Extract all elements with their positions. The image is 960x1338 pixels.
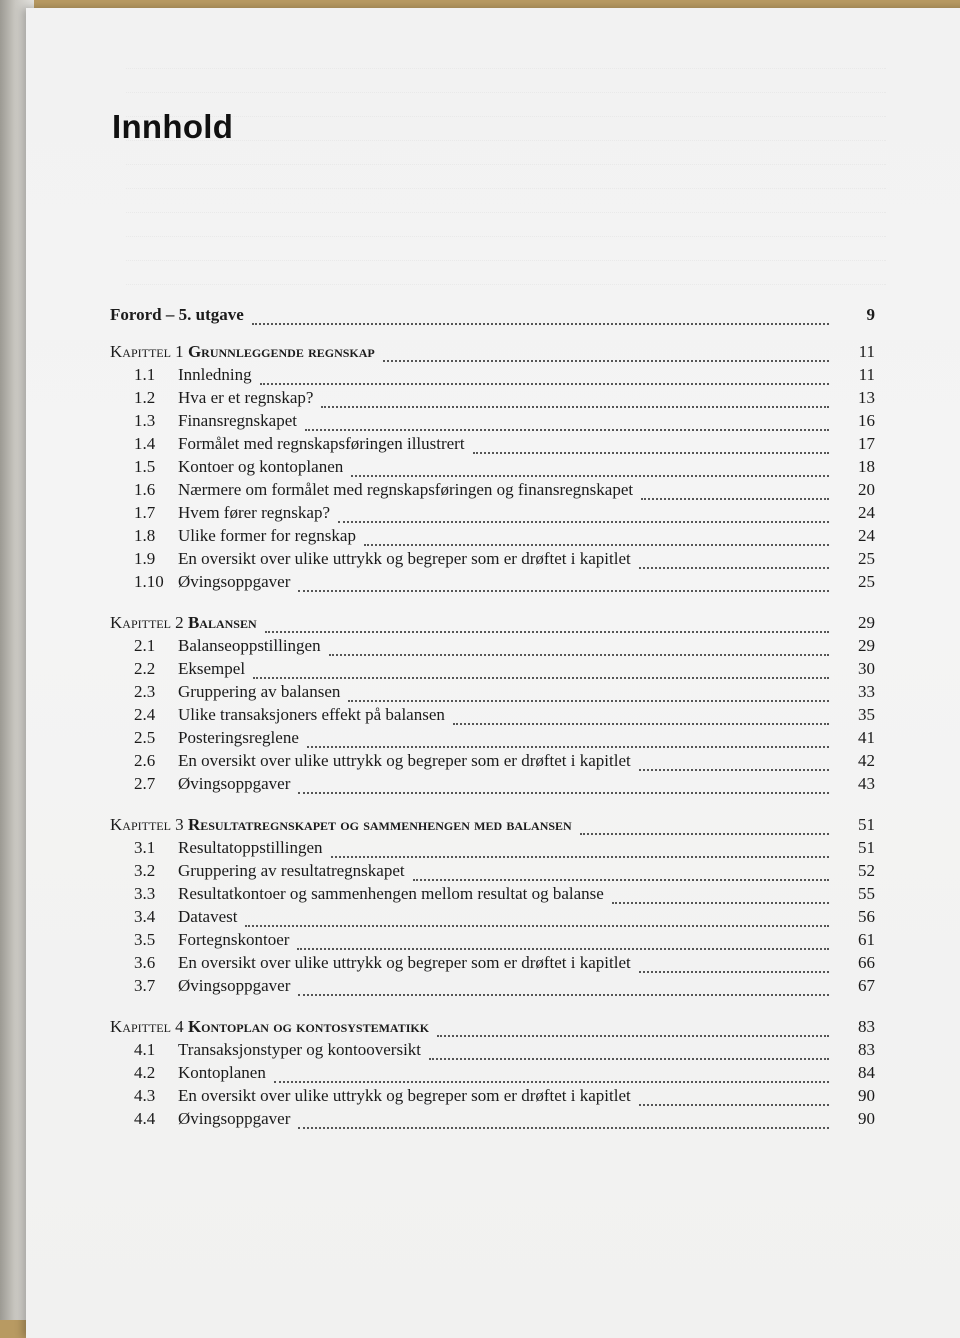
section-label: Øvingsoppgaver (178, 774, 291, 793)
leader-dots (305, 425, 829, 431)
section-page: 16 (858, 411, 875, 430)
chapter-block (110, 1017, 875, 1132)
toc-chapter-heading[interactable] (110, 613, 875, 636)
toc-section[interactable] (110, 976, 875, 999)
leader-dots (639, 967, 829, 973)
section-label: Øvingsoppgaver (178, 976, 291, 995)
section-number: 3.5 (134, 930, 156, 949)
toc-section[interactable] (110, 636, 875, 659)
chapter-number: Kapittel 4 (110, 1017, 184, 1036)
section-label: Kontoplanen (178, 1063, 266, 1082)
section-page: 25 (858, 549, 875, 568)
leader-dots (364, 540, 829, 546)
toc-section[interactable] (110, 1086, 875, 1109)
section-label: En oversikt over ulike uttrykk og begreper som er drøftet i kapitlet (178, 953, 631, 972)
section-page: 33 (858, 682, 875, 701)
leader-dots (297, 944, 829, 950)
leader-dots (245, 921, 829, 927)
section-number: 2.3 (134, 682, 156, 701)
section-number: 1.9 (134, 549, 156, 568)
section-page: 90 (858, 1086, 875, 1105)
section-label: Øvingsoppgaver (178, 572, 291, 591)
leader-dots (348, 696, 829, 702)
chapter-page: 11 (858, 342, 875, 361)
section-page: 25 (858, 572, 875, 591)
leader-dots (252, 319, 829, 325)
section-label: En oversikt over ulike uttrykk og begreper som er drøftet i kapitlet (178, 549, 631, 568)
section-number: 1.10 (134, 572, 164, 591)
toc-section[interactable] (110, 930, 875, 953)
section-page: 66 (858, 953, 875, 972)
section-number: 3.7 (134, 976, 156, 995)
section-label: Gruppering av resultatregnskapet (178, 861, 405, 880)
section-label: Hva er et regnskap? (178, 388, 314, 407)
leader-dots (639, 563, 829, 569)
toc-section[interactable] (110, 457, 875, 480)
section-number: 1.5 (134, 457, 156, 476)
section-label: Innledning (178, 365, 252, 384)
leader-dots (307, 742, 829, 748)
section-page: 84 (858, 1063, 875, 1082)
section-label: En oversikt over ulike uttrykk og begreper som er drøftet i kapitlet (178, 1086, 631, 1105)
section-label: Balanseoppstillingen (178, 636, 321, 655)
leader-dots (383, 356, 829, 362)
leader-dots (298, 990, 829, 996)
section-label: Eksempel (178, 659, 246, 678)
toc-section[interactable] (110, 682, 875, 705)
section-page: 42 (858, 751, 875, 770)
toc-section[interactable] (110, 1040, 875, 1063)
section-number: 2.4 (134, 705, 156, 724)
chapter-list (110, 342, 875, 1132)
preface-page: 9 (866, 305, 875, 324)
toc-preface[interactable] (110, 305, 875, 328)
section-label: Ulike former for regnskap (178, 526, 356, 545)
section-number: 3.1 (134, 838, 156, 857)
section-label: Kontoer og kontoplanen (178, 457, 344, 476)
chapter-number: Kapittel 3 (110, 815, 184, 834)
section-number: 2.6 (134, 751, 156, 770)
toc-section[interactable] (110, 503, 875, 526)
section-label: Ulike transaksjoners effekt på balansen (178, 705, 445, 724)
chapter-title (110, 1017, 429, 1037)
section-number: 2.7 (134, 774, 156, 793)
chapter-block (110, 342, 875, 595)
toc-section[interactable] (110, 751, 875, 774)
section-number: 3.2 (134, 861, 156, 880)
section-label: Fortegnskontoer (178, 930, 290, 949)
section-page: 35 (858, 705, 875, 724)
show-through-text (126, 68, 886, 308)
section-number: 3.6 (134, 953, 156, 972)
toc-section[interactable] (110, 480, 875, 503)
section-page: 29 (858, 636, 875, 655)
leader-dots (274, 1077, 829, 1083)
leader-dots (429, 1054, 829, 1060)
leader-dots (453, 719, 829, 725)
section-label: Resultatkontoer og sammenhengen mellom resultat og balanse (178, 884, 604, 903)
leader-dots (641, 494, 829, 500)
leader-dots (298, 788, 829, 794)
section-page: 67 (858, 976, 875, 995)
section-page: 24 (858, 503, 875, 522)
chapter-name: Grunnleggende regnskap (187, 342, 375, 361)
leader-dots (580, 829, 829, 835)
section-label: Hvem fører regnskap? (178, 503, 330, 522)
section-number: 4.2 (134, 1063, 156, 1082)
chapter-number: Kapittel 2 (110, 613, 184, 632)
section-number: 3.4 (134, 907, 156, 926)
section-number: 2.2 (134, 659, 156, 678)
toc-section[interactable] (110, 728, 875, 751)
section-label: Posteringsreglene (178, 728, 299, 747)
toc-section[interactable] (110, 1109, 875, 1132)
section-number: 1.4 (134, 434, 156, 453)
toc-section[interactable] (110, 572, 875, 595)
section-label: Finansregnskapet (178, 411, 297, 430)
section-page: 11 (858, 365, 875, 384)
section-number: 2.1 (134, 636, 156, 655)
page-title: Innhold (112, 108, 234, 145)
section-page: 51 (858, 838, 875, 857)
toc-section[interactable] (110, 861, 875, 884)
toc-section[interactable] (110, 526, 875, 549)
section-label: Datavest (178, 907, 238, 926)
toc-section[interactable] (110, 434, 875, 457)
section-number: 4.1 (134, 1040, 156, 1059)
toc-section[interactable] (110, 884, 875, 907)
leader-dots (321, 402, 829, 408)
section-page: 20 (858, 480, 875, 499)
section-number: 2.5 (134, 728, 156, 747)
section-number: 1.2 (134, 388, 156, 407)
section-label: En oversikt over ulike uttrykk og begreper som er drøftet i kapitlet (178, 751, 631, 770)
toc-chapter-heading[interactable] (110, 342, 875, 365)
leader-dots (639, 1100, 829, 1106)
toc-section[interactable] (110, 549, 875, 572)
section-number: 1.3 (134, 411, 156, 430)
leader-dots (437, 1031, 829, 1037)
section-label: Formålet med regnskapsføringen illustrert (178, 434, 465, 453)
toc-section[interactable] (110, 774, 875, 797)
section-label: Øvingsoppgaver (178, 1109, 291, 1128)
section-page: 18 (858, 457, 875, 476)
leader-dots (338, 517, 829, 523)
chapter-number: Kapittel 1 (110, 342, 184, 361)
leader-dots (265, 627, 829, 633)
chapter-name: Balansen (187, 613, 257, 632)
leader-dots (639, 765, 829, 771)
leader-dots (329, 650, 829, 656)
chapter-block (110, 815, 875, 999)
section-page: 90 (858, 1109, 875, 1128)
toc-section[interactable] (110, 838, 875, 861)
leader-dots (298, 1123, 829, 1129)
section-label: Gruppering av balansen (178, 682, 341, 701)
toc-chapter-heading[interactable] (110, 815, 875, 838)
toc-section[interactable] (110, 411, 875, 434)
section-number: 1.7 (134, 503, 156, 522)
table-of-contents (110, 305, 875, 1132)
section-page: 24 (858, 526, 875, 545)
chapter-page: 29 (858, 613, 875, 632)
section-label: Resultatoppstillingen (178, 838, 323, 857)
toc-section[interactable] (110, 365, 875, 388)
leader-dots (473, 448, 829, 454)
section-number: 4.4 (134, 1109, 156, 1128)
toc-section[interactable] (110, 907, 875, 930)
chapter-title (110, 613, 257, 633)
chapter-page: 51 (858, 815, 875, 834)
section-number: 3.3 (134, 884, 156, 903)
section-page: 83 (858, 1040, 875, 1059)
section-label: Transaksjonstyper og kontooversikt (178, 1040, 422, 1059)
chapter-page: 83 (858, 1017, 875, 1036)
leader-dots (331, 852, 830, 858)
leader-dots (298, 586, 829, 592)
section-number: 1.1 (134, 365, 156, 384)
section-page: 56 (858, 907, 875, 926)
leader-dots (253, 673, 829, 679)
chapter-block (110, 613, 875, 797)
chapter-title (110, 815, 572, 835)
chapter-name: Kontoplan og kontosystematikk (187, 1017, 430, 1036)
toc-section[interactable] (110, 1063, 875, 1086)
section-page: 13 (858, 388, 875, 407)
section-page: 52 (858, 861, 875, 880)
toc-section[interactable] (110, 705, 875, 728)
section-number: 4.3 (134, 1086, 156, 1105)
toc-section[interactable] (110, 659, 875, 682)
section-number: 1.6 (134, 480, 156, 499)
leader-dots (351, 471, 829, 477)
toc-section[interactable] (110, 953, 875, 976)
section-label: Nærmere om formålet med regnskapsføringen og finansregnskapet (178, 480, 634, 499)
section-page: 55 (858, 884, 875, 903)
section-page: 61 (858, 930, 875, 949)
section-page: 43 (858, 774, 875, 793)
section-page: 41 (858, 728, 875, 747)
leader-dots (413, 875, 829, 881)
leader-dots (260, 379, 829, 385)
toc-section[interactable] (110, 388, 875, 411)
section-page: 30 (858, 659, 875, 678)
toc-chapter-heading[interactable] (110, 1017, 875, 1040)
section-page: 17 (858, 434, 875, 453)
leader-dots (612, 898, 829, 904)
section-number: 1.8 (134, 526, 156, 545)
chapter-title (110, 342, 375, 362)
preface-label: Forord – 5. utgave (110, 305, 244, 324)
chapter-name: Resultatregnskapet og sammenhengen med balansen (187, 815, 572, 834)
